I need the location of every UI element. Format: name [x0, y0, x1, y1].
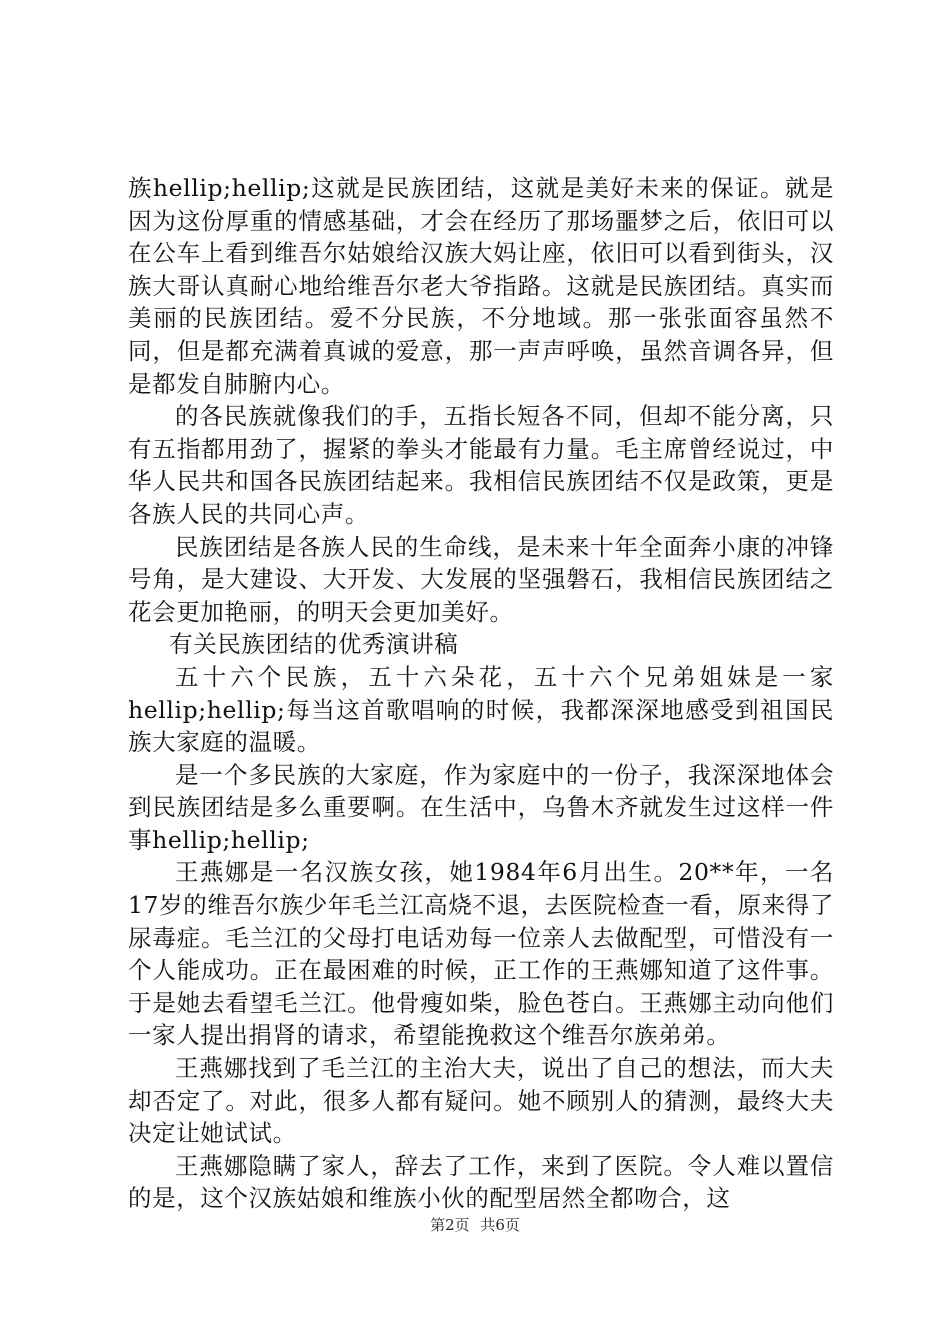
paragraph-1: 族hellip;hellip;这就是民族团结，这就是美好未来的保证。就是因为这份厚重的情感基础，才会在经历了那场噩梦之后，依旧可以在公车上看到维吾尔姑娘给汉族大妈让座，依旧可以看到街头，汉族大哥认真耐心地给维吾尔老大爷指路。这就是民族团结。真实而美丽的民族团结。爱不分民族，不分地域。那一张张面容虽然不同，但是都充满着真诚的爱意，那一声声呼唤，虽然音调各异，但是都发自肺腑内心。: [128, 174, 834, 398]
document-body: [128, 172, 834, 1215]
paragraph-3: 民族团结是各族人民的生命线，是未来十年全面奔小康的冲锋号角，是大建设、大开发、大发展的坚强磐石，我相信民族团结之花会更加艳丽，的明天会更加美好。: [128, 532, 834, 626]
paragraph-7: 王燕娜找到了毛兰江的主治大夫，说出了自己的想法，而大夫却否定了。对此，很多人都有疑问。她不顾别人的猜测，最终大夫决定让她试试。: [128, 1054, 834, 1148]
section-heading: 有关民族团结的优秀演讲稿: [169, 630, 459, 659]
page-total: 共6页: [480, 1216, 520, 1234]
page-number: 第2页: [430, 1216, 470, 1234]
page-footer: [0, 1215, 950, 1235]
paragraph-2: 的各民族就像我们的手，五指长短各不同，但却不能分离，只有五指都用劲了，握紧的拳头才能最有力量。毛主席曾经说过，中华人民共和国各民族团结起来。我相信民族团结不仅是政策，更是各族人民的共同心声。: [128, 402, 834, 528]
paragraph-5: 是一个多民族的大家庭，作为家庭中的一份子，我深深地体会到民族团结是多么重要啊。在生活中，乌鲁木齐就发生过这样一件事hellip;hellip;: [128, 760, 834, 854]
paragraph-8: 王燕娜隐瞒了家人，辞去了工作，来到了医院。令人难以置信的是，这个汉族姑娘和维族小伙的配型居然全都吻合，这: [128, 1151, 834, 1213]
paragraph-4: 五十六个民族，五十六朵花，五十六个兄弟姐妹是一家hellip;hellip;每当这首歌唱响的时候，我都深深地感受到祖国民族大家庭的温暖。: [128, 662, 834, 757]
paragraph-6: 王燕娜是一名汉族女孩，她1984年6月出生。20**年，一名17岁的维吾尔族少年毛兰江高烧不退，去医院检查一看，原来得了尿毒症。毛兰江的父母打电话劝每一位亲人去做配型，可惜没有一个人能成功。正在最困难的时候，正工作的王燕娜知道了这件事。于是她去看望毛兰江。他骨瘦如柴，脸色苍白。王燕娜主动向他们一家人提出捐肾的请求，希望能挽救这个维吾尔族弟弟。: [128, 858, 834, 1050]
